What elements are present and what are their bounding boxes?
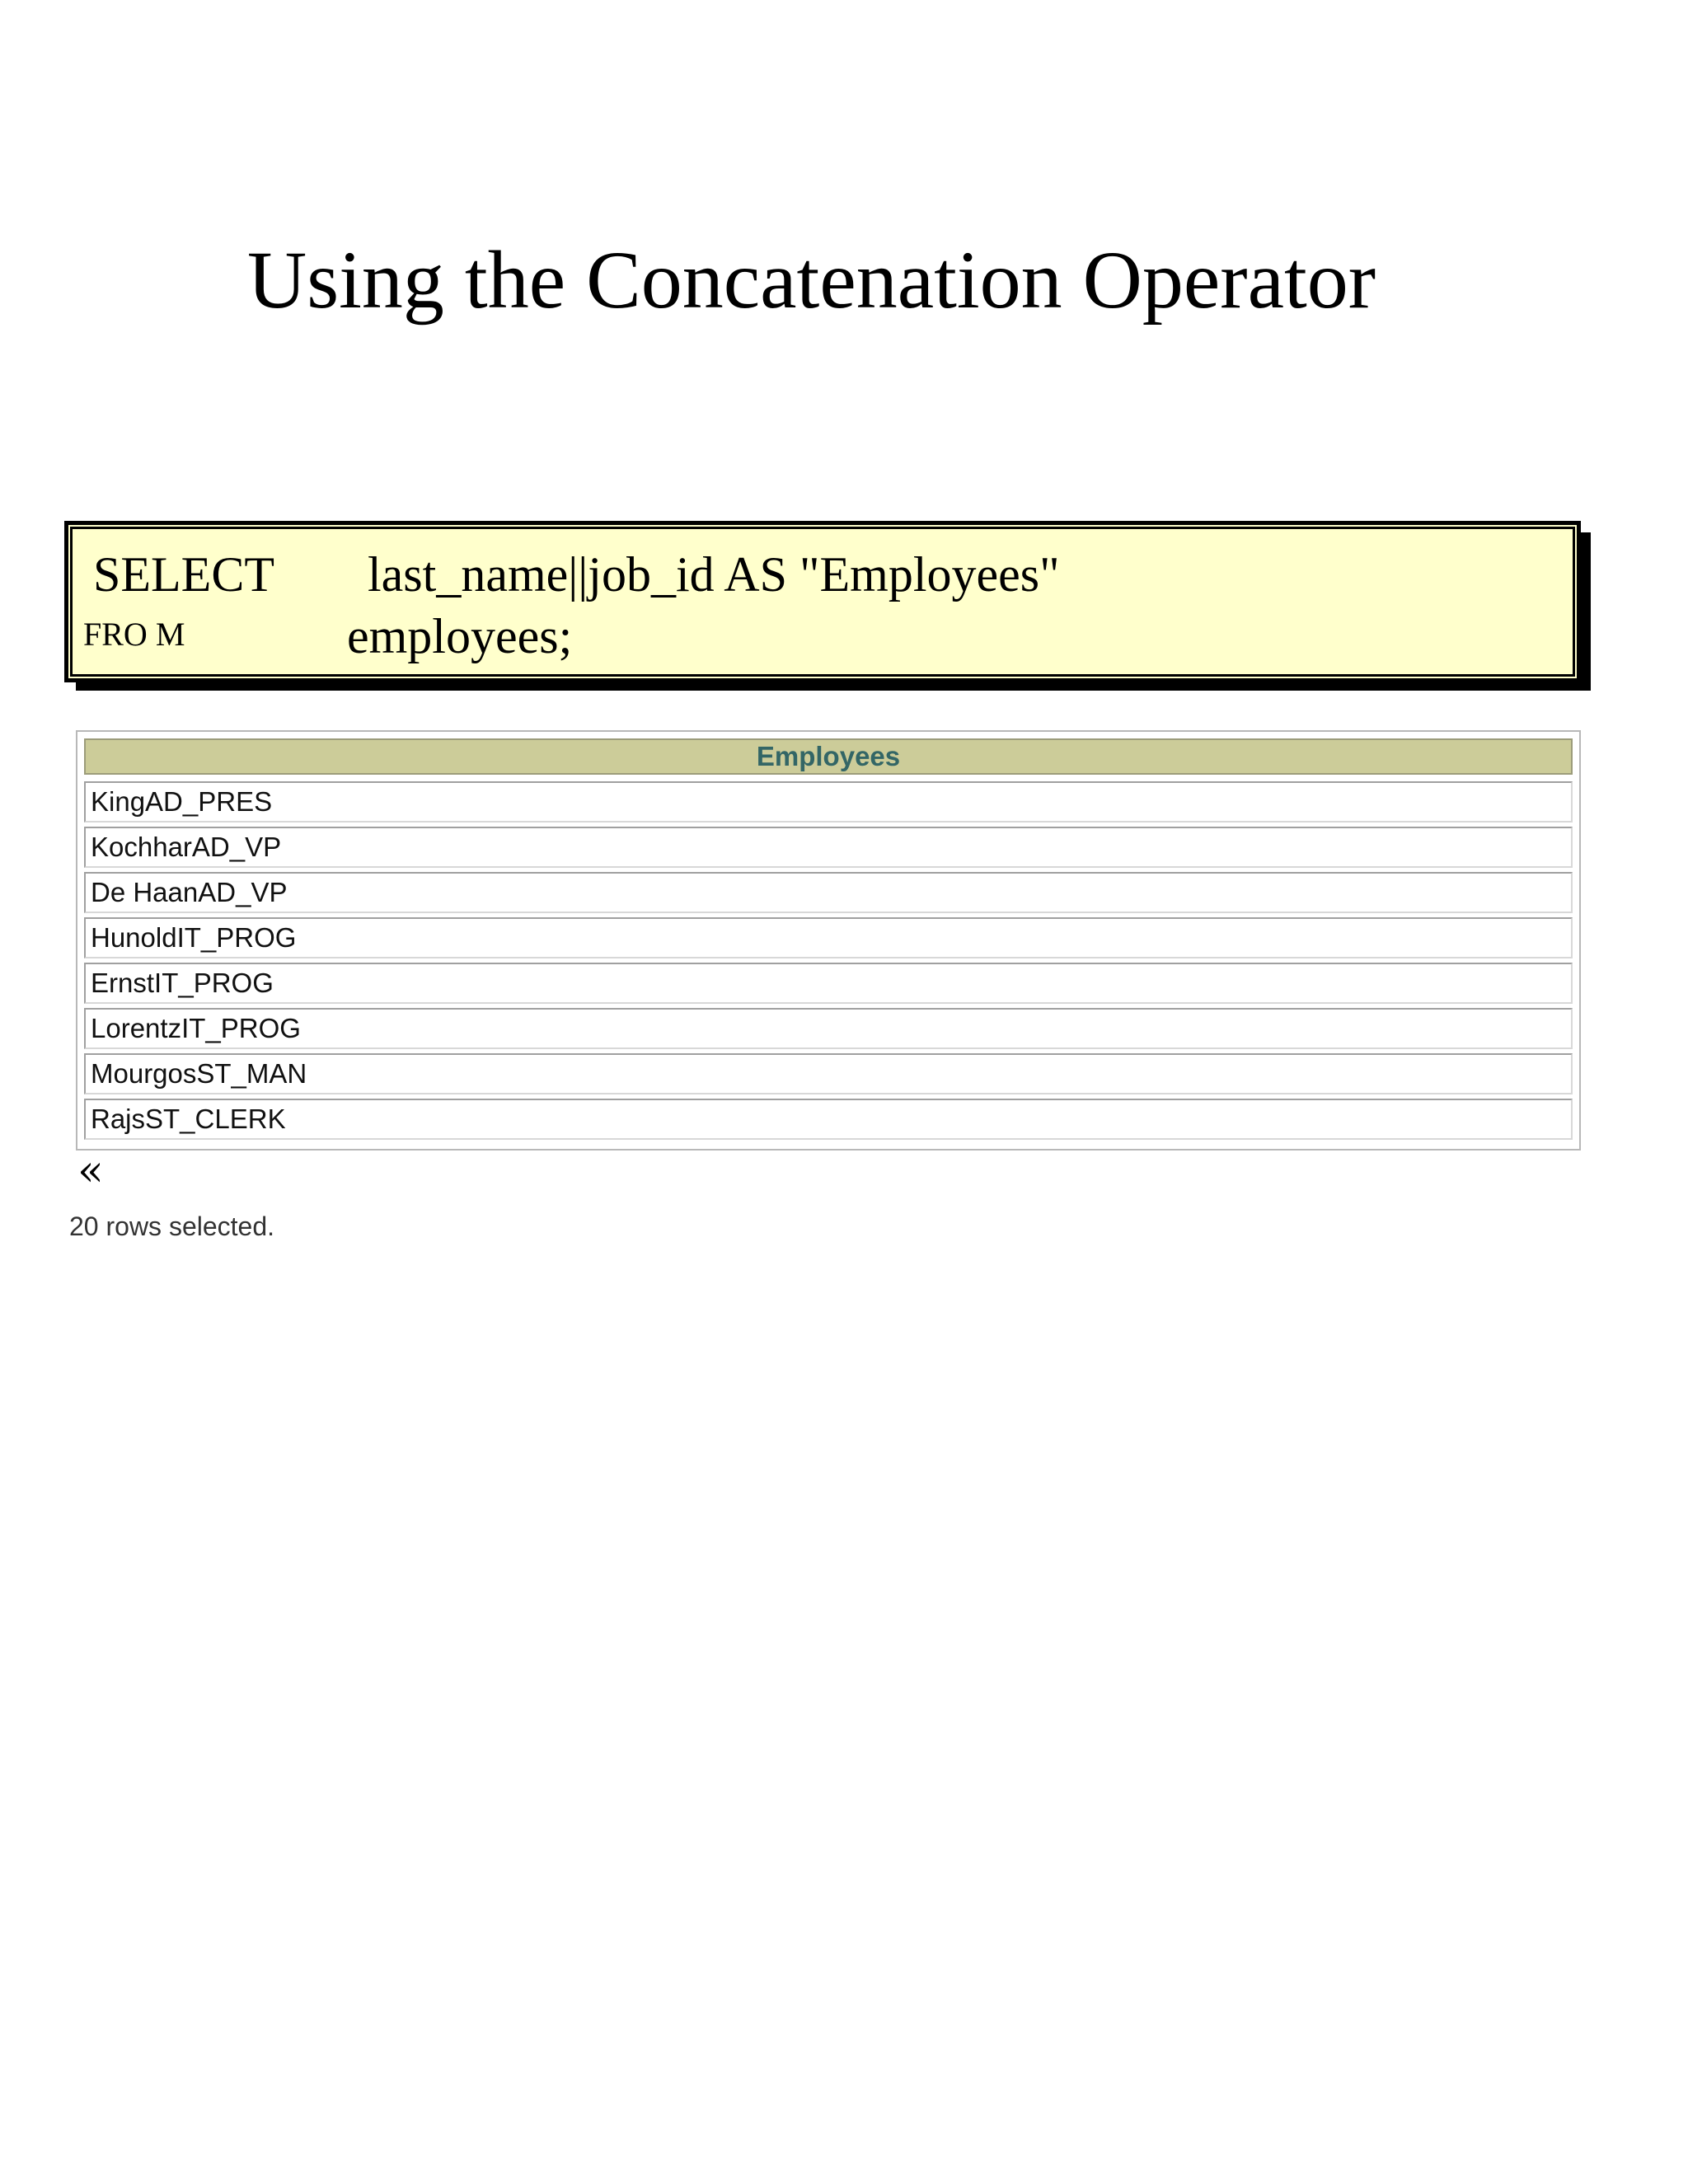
- sql-select-expression: last_name||job_id AS "Employees": [368, 547, 1060, 602]
- table-row: ErnstIT_PROG: [84, 963, 1573, 1004]
- table-row: KochharAD_VP: [84, 827, 1573, 868]
- sql-from-expression: employees;: [347, 609, 573, 663]
- sql-code-box: [64, 521, 1581, 682]
- table-row: De HaanAD_VP: [84, 872, 1573, 913]
- table-row: MourgosST_MAN: [84, 1053, 1573, 1094]
- sql-from-keyword: FRO M: [83, 616, 185, 653]
- table-row: RajsST_CLERK: [84, 1099, 1573, 1140]
- page-title: Using the Concatenation Operator: [247, 234, 1376, 326]
- table-row: HunoldIT_PROG: [84, 917, 1573, 958]
- more-rows-indicator: «: [77, 1146, 104, 1196]
- table-row: LorentzIT_PROG: [84, 1008, 1573, 1049]
- column-header-employees: Employees: [84, 738, 1573, 775]
- table-row: KingAD_PRES: [84, 781, 1573, 823]
- sql-select-keyword: SELECT: [93, 547, 274, 602]
- rows-selected-status: 20 rows selected.: [69, 1212, 275, 1241]
- result-table: [76, 730, 1581, 1151]
